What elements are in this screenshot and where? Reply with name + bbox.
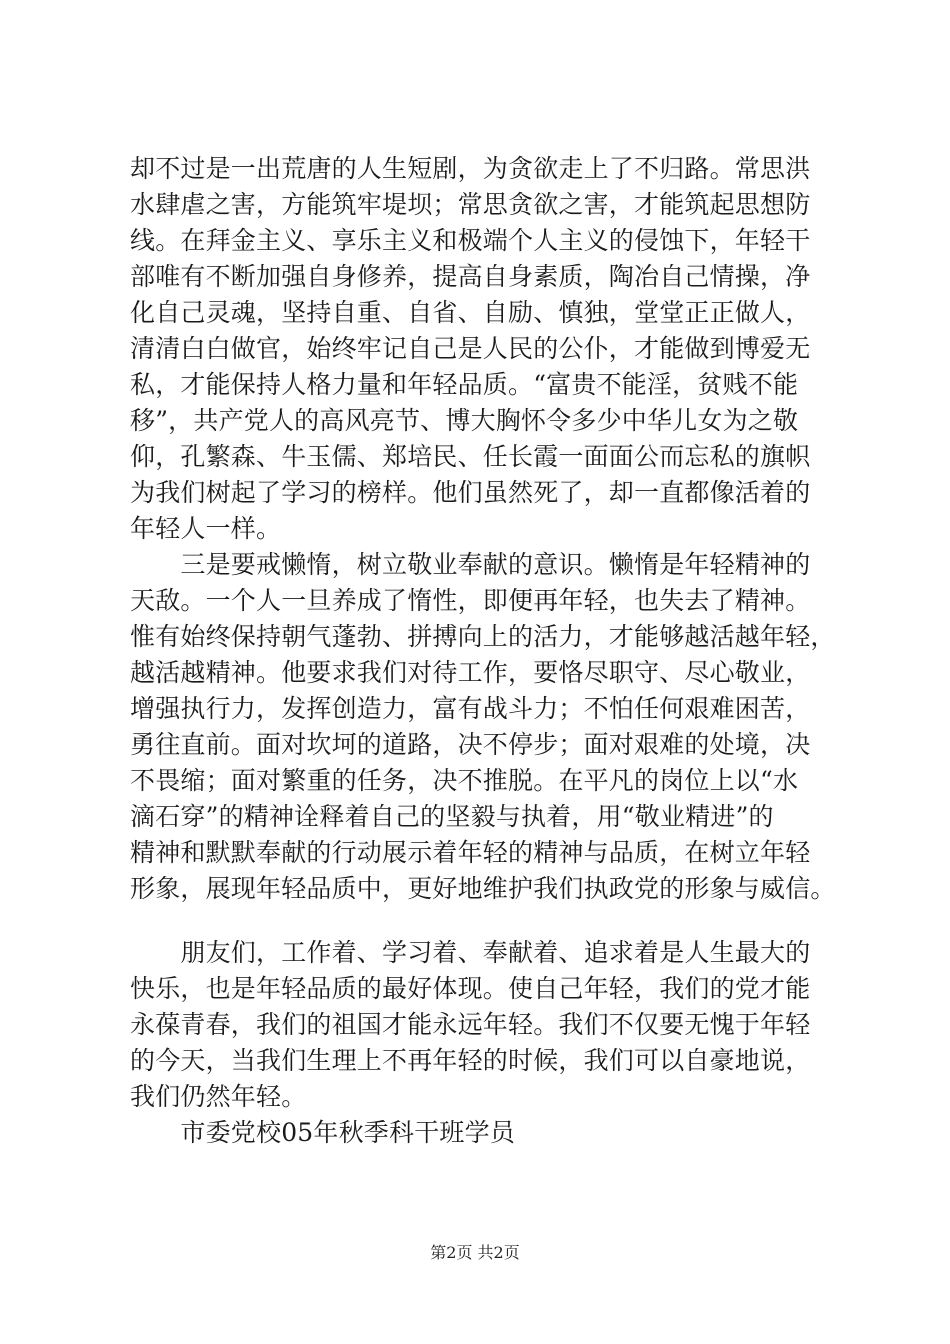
text-line: 永葆青春，我们的祖国才能永远年轻。我们不仅要无愧于年轻 [130, 1010, 811, 1039]
text-line: 增强执行力，发挥创造力，富有战斗力；不怕任何艰难困苦， [130, 694, 811, 723]
text-line: 滴石穿”的精神诠释着自己的坚毅与执着，用“敬业精进”的 [130, 802, 774, 831]
text-line: 化自己灵魂，坚持自重、自省、自励、慎独，堂堂正正做人， [130, 298, 811, 327]
text-line: 仰，孔繁森、牛玉儒、郑培民、任长霞一面面公而忘私的旗帜 [130, 442, 811, 471]
text-line: 我们仍然年轻。 [130, 1082, 307, 1111]
text-line: 为我们树起了学习的榜样。他们虽然死了，却一直都像活着的 [130, 478, 811, 507]
text-line: 精神和默默奉献的行动展示着年轻的精神与品质，在树立年轻 [130, 838, 811, 867]
page-number-footer: 第2页 共2页 [430, 1243, 520, 1262]
text-line: 朋友们，工作着、学习着、奉献着、追求着是人生最大的 [130, 938, 811, 967]
text-line: 清清白白做官，始终牢记自己是人民的公仆，才能做到博爱无 [130, 334, 811, 363]
text-line: 勇往直前。面对坎坷的道路，决不停步；面对艰难的处境，决 [130, 730, 811, 759]
text-line: 移”，共产党人的高风亮节、博大胸怀令多少中华儿女为之敬 [130, 406, 799, 435]
text-line: 不畏缩；面对繁重的任务，决不推脱。在平凡的岗位上以“水 [130, 766, 799, 795]
text-line: 部唯有不断加强自身修养，提高自身素质，陶冶自己情操，净 [130, 262, 811, 291]
text-line: 天敌。一个人一旦养成了惰性，即便再年轻，也失去了精神。 [130, 586, 811, 615]
text-line: 水肆虐之害，方能筑牢堤坝；常思贪欲之害，才能筑起思想防 [130, 190, 811, 219]
text-line: 越活越精神。他要求我们对待工作，要恪尽职守、尽心敬业， [130, 658, 811, 687]
text-line: 却不过是一出荒唐的人生短剧，为贪欲走上了不归路。常思洪 [130, 154, 811, 183]
text-line: 形象，展现年轻品质中，更好地维护我们执政党的形象与威信。 [130, 874, 836, 903]
text-line: 的今天，当我们生理上不再年轻的时候，我们可以自豪地说， [130, 1046, 811, 1075]
text-line: 年轻人一样。 [130, 514, 282, 543]
text-line: 私，才能保持人格力量和年轻品质。“富贵不能淫，贫贱不能 [130, 370, 799, 399]
text-line: 快乐，也是年轻品质的最好体现。使自己年轻，我们的党才能 [130, 974, 811, 1003]
signature-line: 市委党校05年秋季科干班学员 [130, 1118, 516, 1147]
text-line: 线。在拜金主义、享乐主义和极端个人主义的侵蚀下，年轻干 [130, 226, 811, 255]
text-line: 三是要戒懒惰，树立敬业奉献的意识。懒惰是年轻精神的 [130, 550, 811, 579]
text-line: 惟有始终保持朝气蓬勃、拼搏向上的活力，才能够越活越年轻， [130, 622, 836, 651]
